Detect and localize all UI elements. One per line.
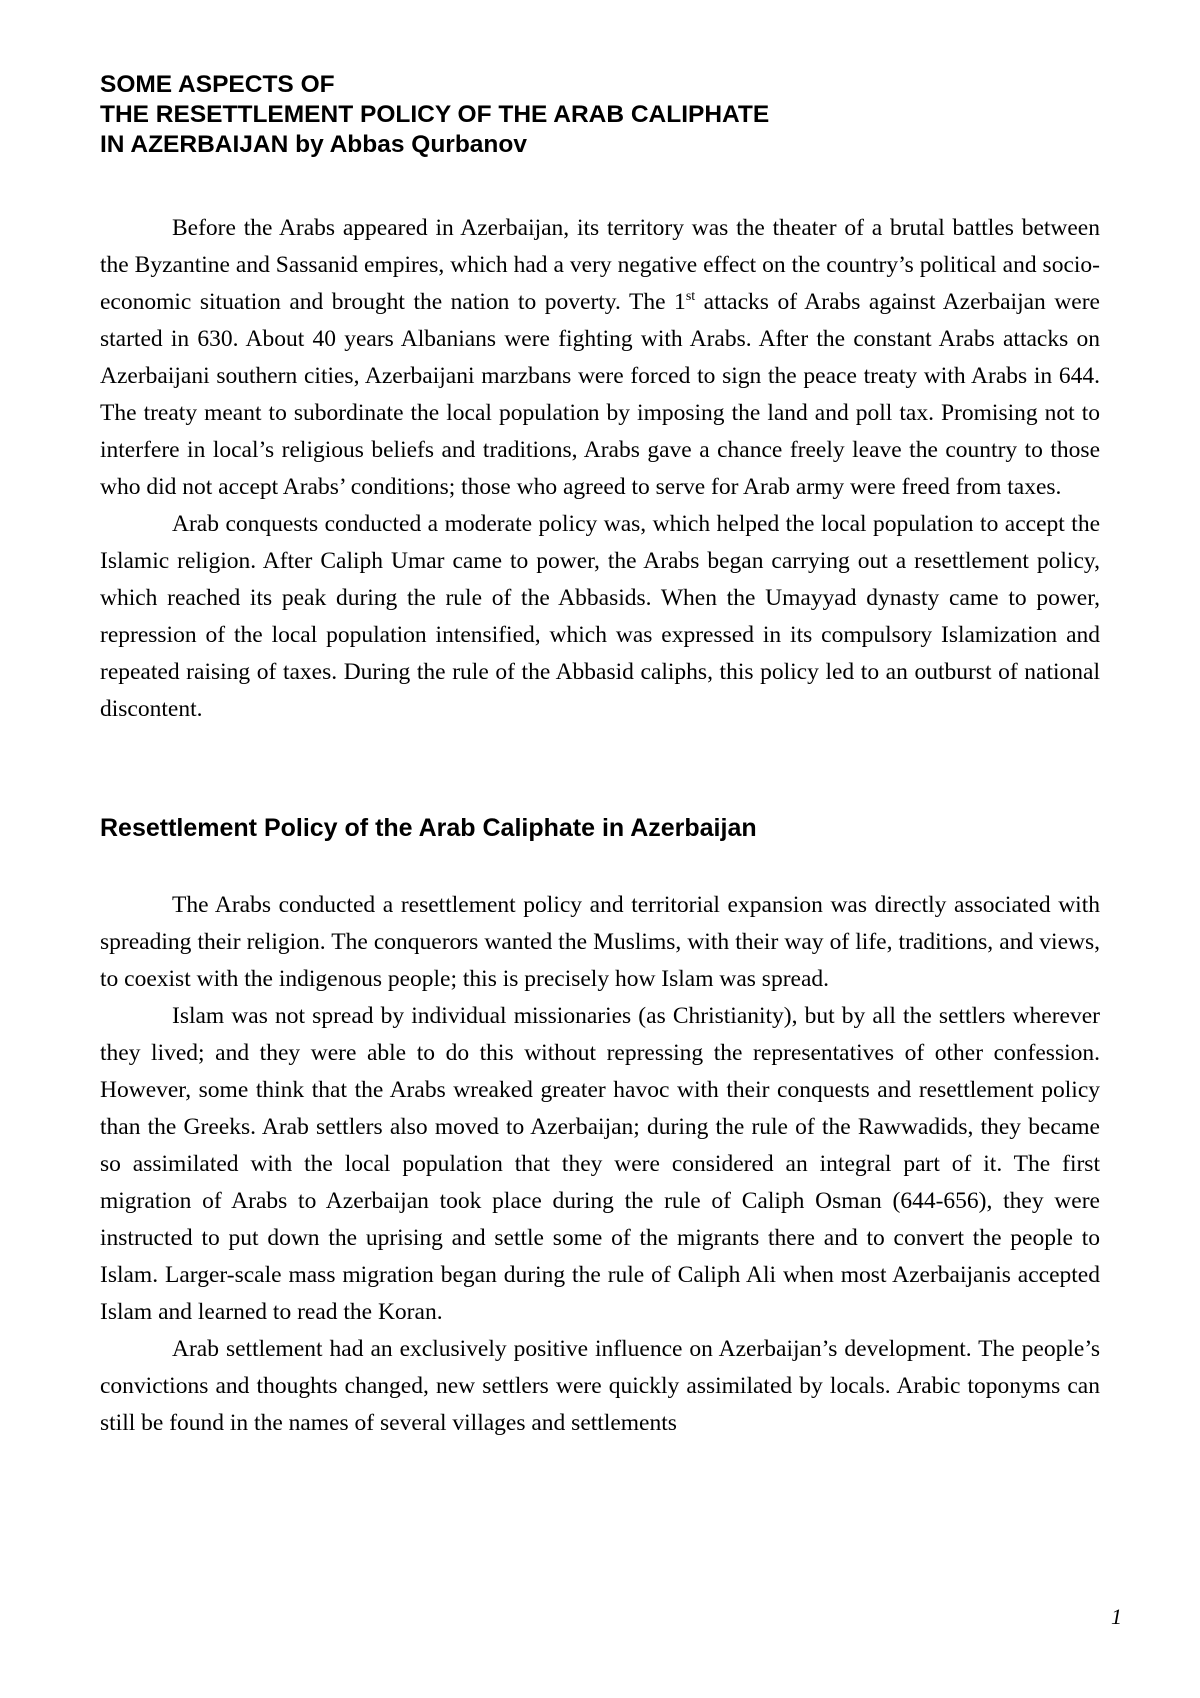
ordinal-suffix: st — [685, 289, 696, 305]
title-line-2: THE RESETTLEMENT POLICY OF THE ARAB CALIPHATE — [100, 101, 770, 128]
document-title — [100, 70, 1100, 160]
intro-paragraph-1 — [100, 210, 1100, 506]
section-heading: Resettlement Policy of the Arab Caliphate in Azerbaijan — [100, 814, 757, 842]
section-paragraph-1: The Arabs conducted a resettlement policy and territorial expansion was directly associated with spreading their religion. The conquerors wanted the Muslims, with their way of life, traditions, and views, to coexist with the indigenous people; this is precisely how Islam was spread. — [100, 892, 1100, 992]
intro-section — [100, 210, 1100, 728]
section-paragraph-3: Arab settlement had an exclusively positive influence on Azerbaijan’s development. The people’s convictions and thoughts changed, new settlers were quickly assimilated by locals. Arabic toponyms can still be found in the names of several villages and settlements — [100, 1336, 1100, 1436]
document-page — [100, 70, 1100, 1442]
title-line-3: IN AZERBAIJAN by Abbas Qurbanov — [100, 131, 527, 158]
section-paragraph-2: Islam was not spread by individual missionaries (as Christianity), but by all the settlers wherever they lived; and they were able to do this without repressing the representatives of other confession. However, some think that the Arabs wreaked greater havoc with their conquests and resettlement policy than the Greeks. Arab settlers also moved to Azerbaijan; during the rule of the Rawwadids, they became so assimilated with the local population that they were considered an integral part of it. The first migration of Arabs to Azerbaijan took place during the rule of Caliph Osman (644-656), they were instructed to put down the uprising and settle some of the migrants there and to convert the people to Islam. Larger-scale mass migration began during the rule of Caliph Ali when most Azerbaijanis accepted Islam and learned to read the Koran. — [100, 1003, 1100, 1325]
title-line-1: SOME ASPECTS OF — [100, 71, 335, 98]
intro-paragraph-1-part-a: Before the Arabs appeared in Azerbaijan, its territory was the theater of a brutal battles between the Byzantine and Sassanid empires, which had a very negative effect on the country’s political and socio-economic situation and brought the nation to poverty. The 1 — [100, 215, 1100, 315]
intro-paragraph-2: Arab conquests conducted a moderate policy was, which helped the local population to accept the Islamic religion. After Caliph Umar came to power, the Arabs began carrying out a resettlement policy, which reached its peak during the rule of the Abbasids. When the Umayyad dynasty came to power, repression of the local population intensified, which was expressed in its compulsory Islamization and repeated raising of taxes. During the rule of the Abbasid caliphs, this policy led to an outburst of national discontent. — [100, 511, 1100, 722]
intro-paragraph-1-part-b: attacks of Arabs against Azerbaijan were started in 630. About 40 years Albanians were fighting with Arabs. After the constant Arabs attacks on Azerbaijani southern cities, Azerbaijani marzbans were forced to sign the peace treaty with Arabs in 644. The treaty meant to subordinate the local population by imposing the land and poll tax. Promising not to interfere in local’s religious beliefs and traditions, Arabs gave a chance freely leave the country to those who did not accept Arabs’ conditions; those who agreed to serve for Arab army were freed from taxes. — [100, 289, 1100, 500]
page-number: 1 — [1111, 1604, 1122, 1629]
resettlement-section — [100, 887, 1100, 1442]
